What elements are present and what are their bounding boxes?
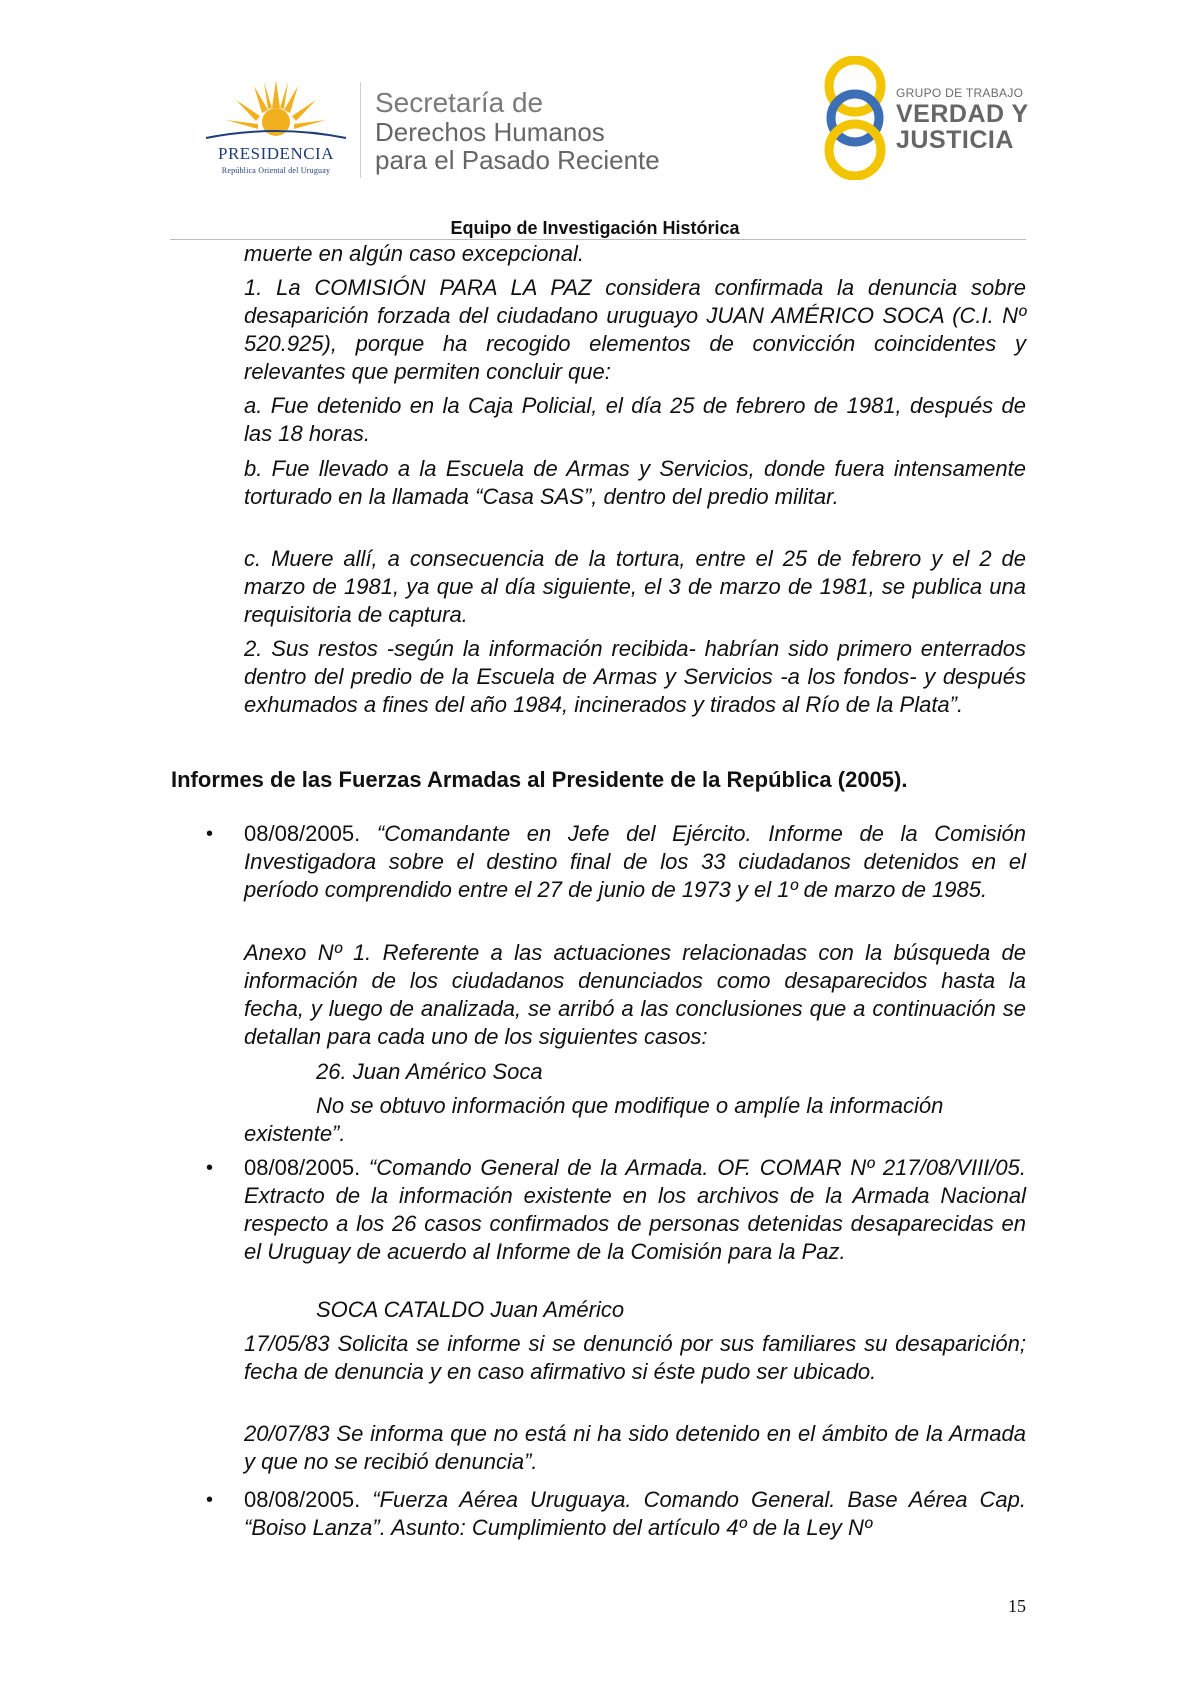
team-title: Equipo de Investigación Histórica (450, 218, 740, 238)
bullet-2-body: “Comando General de la Armada. OF. COMAR Nº 217/08/VIII/05. Extracto de la información existente en los archivos de la Armada Nacional respecto a los 26 casos confirmados de personas detenidas desaparecidas en el Uruguay de acuerdo al Informe de la Comisión para la Paz. (244, 1155, 1026, 1264)
grupo-small-text: GRUPO DE TRABAJO (896, 86, 1024, 100)
bullet-1-body: “Comandante en Jefe del Ejército. Informe de la Comisión Investigadora sobre el destino final de los 33 ciudadanos detenidos en el período comprendido entre el 27 de junio de 1973 y el 1º de marzo de 1985. (244, 821, 1026, 902)
presidencia-logo (196, 78, 356, 178)
bullet-3-text (244, 1486, 1026, 1542)
bullet-1-case: 26. Juan Américo Soca (316, 1059, 543, 1084)
paragraph-p3: b. Fue llevado a la Escuela de Armas y Servicios, donde fuera intensamente torturado en la llamada “Casa SAS”, dentro del predio militar. (244, 456, 1026, 509)
bullet-2-name: SOCA CATALDO Juan Américo (316, 1297, 625, 1322)
paragraph-p2: a. Fue detenido en la Caja Policial, el día 25 de febrero de 1981, después de las 18 horas. (244, 393, 1026, 446)
rings-icon (820, 56, 890, 180)
bullet-1-date: 08/08/2005. (244, 821, 361, 846)
bullet-2-entry-1: 17/05/83 Solicita se informe si se denunció por sus familiares su desaparición; fecha de denuncia y en caso afirmativo si éste pudo ser ubicado. (244, 1331, 1026, 1384)
bullet-1-no-info-cont: existente”. (244, 1121, 346, 1146)
secretaria-line-2: Derechos Humanos (375, 117, 605, 147)
logo-divider (360, 82, 361, 178)
bullet-2-text (244, 1154, 1026, 1266)
paragraph-p1: 1. La COMISIÓN PARA LA PAZ considera confirmada la denuncia sobre desaparición forzada del ciudadano uruguayo JUAN AMÉRICO SOCA (C.I. Nº 520.925), porque ha recogido elementos de convicción coincidentes y relevantes que permiten concluir que: (244, 275, 1026, 384)
sun-icon (196, 78, 356, 148)
page-number: 15 (1008, 1596, 1026, 1616)
secretaria-line-1: Secretaría de (375, 87, 544, 118)
bullet-3-date: 08/08/2005. (244, 1487, 361, 1512)
paragraph-p4: c. Muere allí, a consecuencia de la tortura, entre el 25 de febrero y el 2 de marzo de 1981, ya que al día siguiente, el 3 de marzo de 1981, se publica una requisitoria de captura. (244, 546, 1026, 627)
bullet-3-body: “Fuerza Aérea Uruguaya. Comando General. Base Aérea Cap. “Boiso Lanza”. Asunto: Cumplimiento del artículo 4º de la Ley Nº (244, 1487, 1026, 1540)
presidencia-subtitle: República Oriental del Uruguay (221, 166, 331, 175)
grupo-big-text-2: JUSTICIA (896, 126, 1014, 154)
bullet-1-no-info: No se obtuvo información que modifique o amplíe la información (316, 1093, 944, 1118)
bullet-1: • (206, 823, 214, 845)
secretaria-logo-text (375, 88, 660, 174)
paragraph-p5: 2. Sus restos -según la información recibida- habrían sido primero enterrados dentro del predio de la Escuela de Armas y Servicios -a los fondos- y después exhumados a fines del año 1984, incinerados y tirados al Río de la Plata”. (244, 636, 1026, 717)
section-heading: Informes de las Fuerzas Armadas al Presidente de la República (2005). (171, 767, 908, 792)
secretaria-line-3: para el Pasado Reciente (375, 145, 660, 175)
bullet-2: • (206, 1157, 214, 1179)
bullet-2-date: 08/08/2005. (244, 1155, 361, 1180)
bullet-1-text (244, 820, 1026, 904)
bullet-1-anexo: Anexo Nº 1. Referente a las actuaciones relacionadas con la búsqueda de información de los ciudadanos denunciados como desaparecidos hasta la fecha, y luego de analizada, se arribó a las conclusiones que a continuación se detallan para cada uno de los siguientes casos: (244, 940, 1026, 1049)
paragraph-p0: muerte en algún caso excepcional. (244, 241, 584, 266)
bullet-3: • (206, 1489, 214, 1511)
bullet-2-entry-2: 20/07/83 Se informa que no está ni ha sido detenido en el ámbito de la Armada y que no se recibió denuncia”. (244, 1421, 1026, 1474)
page-header (0, 0, 1190, 240)
grupo-big-text-1: VERDAD Y (896, 100, 1029, 128)
presidencia-name: PRESIDENCIA (217, 144, 334, 163)
verdad-justicia-logo (820, 56, 1040, 180)
